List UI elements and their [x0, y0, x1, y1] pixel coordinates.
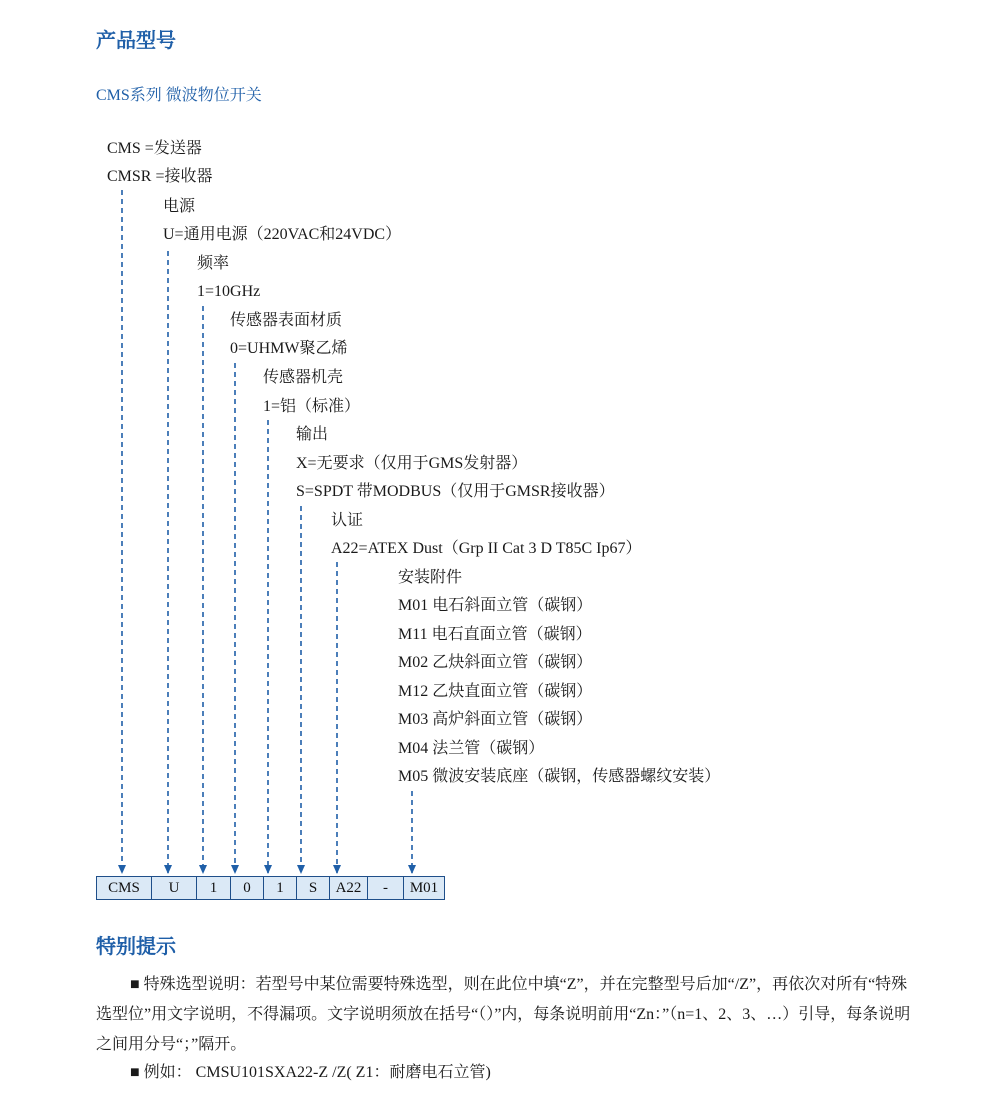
tree-option-output-s: S=SPDT 带MODBUS（仅用于GMSR接收器） [296, 483, 615, 500]
tree-line-transmitter: CMS =发送器 [107, 140, 202, 157]
code-cell-power: U [152, 877, 197, 899]
code-cell-frequency: 1 [197, 877, 231, 899]
code-cell-material: 0 [231, 877, 264, 899]
tree-option-mount-m02: M02 乙炔斜面立管（碳钢） [398, 654, 593, 671]
tree-option-cert-a22: A22=ATEX Dust（Grp II Cat 3 D T85C Ip67） [331, 540, 642, 557]
tree-heading-mounting: 安装附件 [398, 569, 463, 586]
tree-heading-sensor-material: 传感器表面材质 [230, 312, 343, 329]
code-cell-housing: 1 [264, 877, 297, 899]
section-title-special-notes: 特别提示 [96, 934, 176, 958]
tree-option-housing-1: 1=铝（标准） [263, 398, 361, 415]
model-code-bar [96, 876, 445, 900]
code-cell-dash: - [368, 877, 404, 899]
code-cell-mounting: M01 [409, 880, 439, 896]
tree-option-mount-m11: M11 电石直面立管（碳钢） [398, 626, 592, 643]
tree-option-mount-m01: M01 电石斜面立管（碳钢） [398, 597, 593, 614]
special-selection-note: ■ 特殊选型说明：若型号中某位需要特殊选型，则在此位中填“Z”，并在完整型号后加“/Z”，再依次对所有“特殊选型位”用文字说明，不得漏项。文字说明须放在括号“（）”内，每条说明前用“Zn：”（n=1、2、3、…）引导，每条说明之间用分号“；”隔开。 [96, 976, 911, 1053]
tree-heading-output: 输出 [296, 426, 329, 443]
tree-option-material-0: 0=UHMW聚乙烯 [230, 340, 348, 357]
tree-option-mount-m03: M03 高炉斜面立管（碳钢） [398, 711, 593, 728]
series-subtitle: CMS系列 微波物位开关 [96, 87, 262, 104]
tree-heading-power: 电源 [163, 198, 196, 215]
tree-heading-sensor-housing: 传感器机壳 [263, 369, 344, 386]
tree-option-mount-m04: M04 法兰管（碳钢） [398, 740, 545, 757]
code-cell-series: CMS [97, 877, 152, 899]
section-title-product-model: 产品型号 [96, 28, 176, 52]
code-cell-output: S [297, 877, 330, 899]
tree-heading-frequency: 频率 [197, 255, 230, 272]
tree-option-output-x: X=无要求（仅用于GMS发射器） [296, 455, 528, 472]
tree-option-frequency-1: 1=10GHz [197, 283, 261, 300]
tree-option-mount-m12: M12 乙炔直面立管（碳钢） [398, 683, 593, 700]
tree-option-power-u: U=通用电源（220VAC和24VDC） [163, 226, 402, 243]
tree-line-receiver: CMSR =接收器 [107, 168, 213, 185]
tree-option-mount-m05: M05 微波安装底座（碳钢，传感器螺纹安装） [398, 768, 721, 785]
tree-heading-certification: 认证 [331, 512, 364, 529]
example-note: ■ 例如： CMSU101SXA22-Z /Z( Z1：耐磨电石立管) [130, 1064, 491, 1081]
code-cell-certification: A22 [330, 877, 368, 899]
